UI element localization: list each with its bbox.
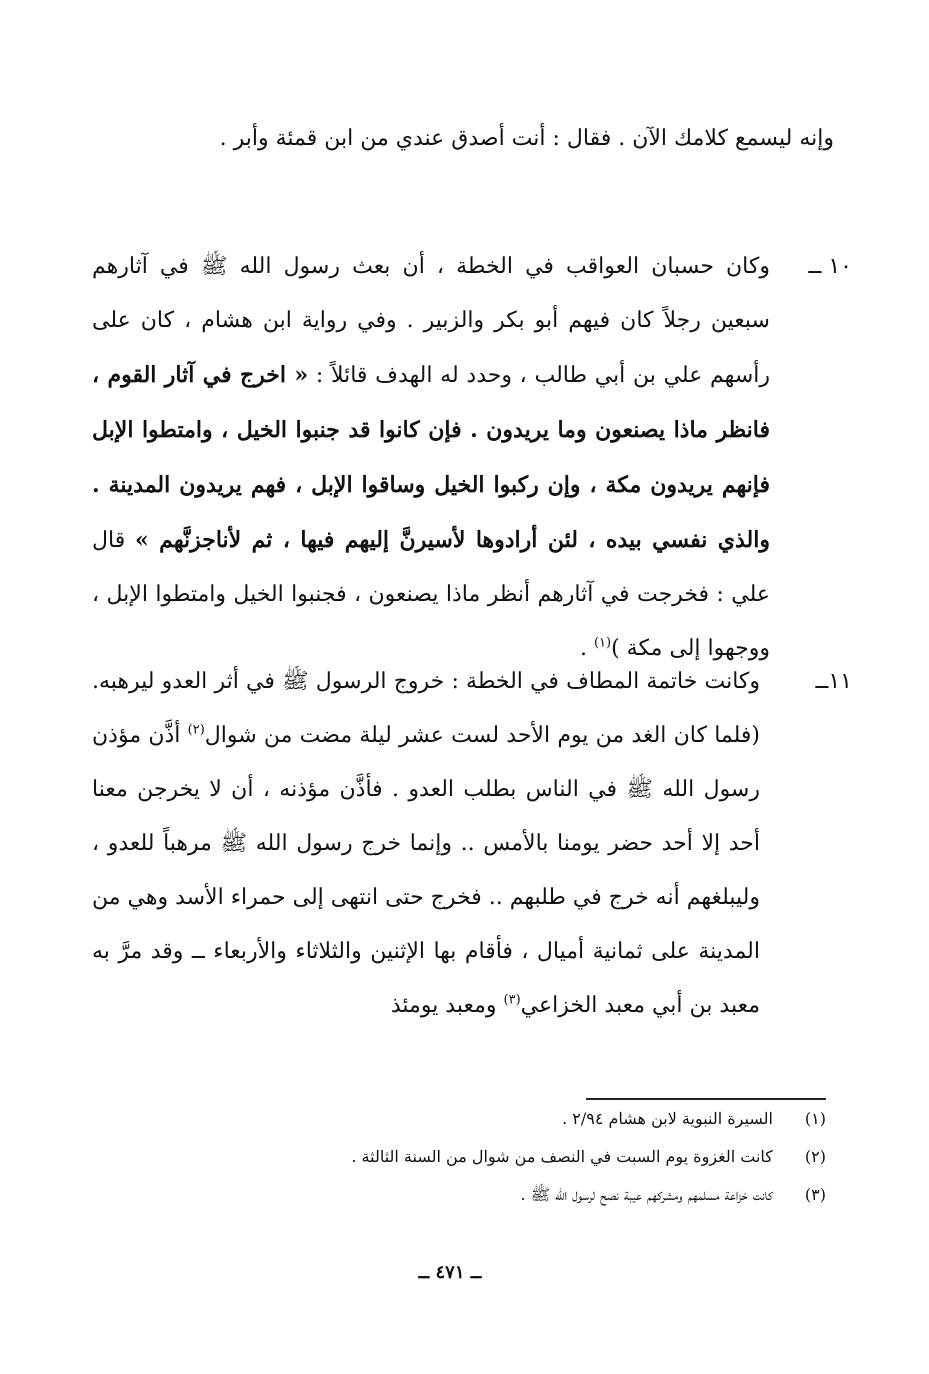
footnote-text: كانت خزاعة مسلمهم ومشركهم عيبة نصح لرسول الله ﷺ .	[520, 1185, 773, 1204]
item-number: ١١ــ	[815, 669, 852, 694]
item-text	[92, 240, 770, 676]
item-text-end: .	[579, 636, 594, 661]
footnote-ref[interactable]: (٢)	[187, 722, 205, 738]
item-number: ١٠ ــ	[808, 254, 852, 279]
footnote-marker: (٣)	[804, 1185, 826, 1204]
page-number: ــ ٤٧١ ــ	[418, 1262, 482, 1283]
footnote-marker: (١)	[804, 1109, 826, 1128]
footnote-3	[260, 1176, 826, 1214]
prophet-quote: « اخرج في آثار القوم ، فانظر ماذا يصنعون وما يريدون . فإن كانوا قد جنبوا الخيل ، وامتطوا الإبل فإنهم يريدون مكة ، وإن ركبوا الخيل وساقوا الإبل ، فهم يريدون المدينة . والذي نفسي بيده ، لئن أرادوها لأسيرنَّ إليهم فيها ، ثم لأناجزنَّهم »	[92, 362, 771, 553]
item-text	[92, 655, 760, 1033]
intro-paragraph	[92, 112, 834, 166]
footnote-text: السيرة النبوية لابن هشام ٢/٩٤ .	[562, 1109, 773, 1128]
footnote-marker: (٢)	[804, 1147, 826, 1166]
footnotes	[260, 1100, 826, 1214]
footnote-ref[interactable]: (٣)	[503, 992, 521, 1008]
footnote-1	[260, 1100, 826, 1138]
item-text-part3: ومعبد يومئذ	[390, 993, 497, 1018]
item-text-part2: أذَّن مؤذن رسول الله ﷺ في الناس بطلب العدو . فأذَّن مؤذنه ، أن لا يخرجن معنا أحد إلا أحد حضر يومنا بالأمس .. وإنما خرج رسول الله ﷺ مرهباً للعدو ، وليبلغهم أنه خرج في طلبهم .. فخرج حتى انتهى إلى حمراء الأسد وهي من المدينة على ثمانية أميال ، فأقام بها الإثنين والثلاثاء والأربعاء ــ وقد مرَّ به معبد بن أبي معبد الخزاعي	[91, 723, 760, 1018]
item-text-part1: وكانت خاتمة المطاف في الخطة : خروج الرسول ﷺ في أثر العدو ليرهبه. (فلما كان الغد من يوم الأحد لست عشر ليلة مضت من شوال	[92, 669, 760, 748]
intro-text: وإنه ليسمع كلامك الآن . فقال : أنت أصدق عندي من ابن قمئة وأبر .	[219, 126, 834, 151]
footnote-text: كانت الغزوة يوم السبت في النصف من شوال من السنة الثالثة .	[351, 1147, 773, 1166]
item-text-before-quote: وكان حسبان العواقب في الخطة ، أن بعث رسول الله ﷺ في آثارهم سبعين رجلاً كان فيهم أبو بكر والزبير . وفي رواية ابن هشام ، كان على رأسهم علي بن أبي طالب ، وحدد له الهدف قائلاً :	[92, 254, 770, 388]
footnote-ref[interactable]: (١)	[593, 635, 612, 651]
footnote-2	[260, 1138, 826, 1176]
item-text-after-quote: قال علي : فخرجت في آثارهم أنظر ماذا يصنعون ، فجنبوا الخيل وامتطوا الإبل ، ووجهوا إلى مكة )	[92, 528, 770, 661]
